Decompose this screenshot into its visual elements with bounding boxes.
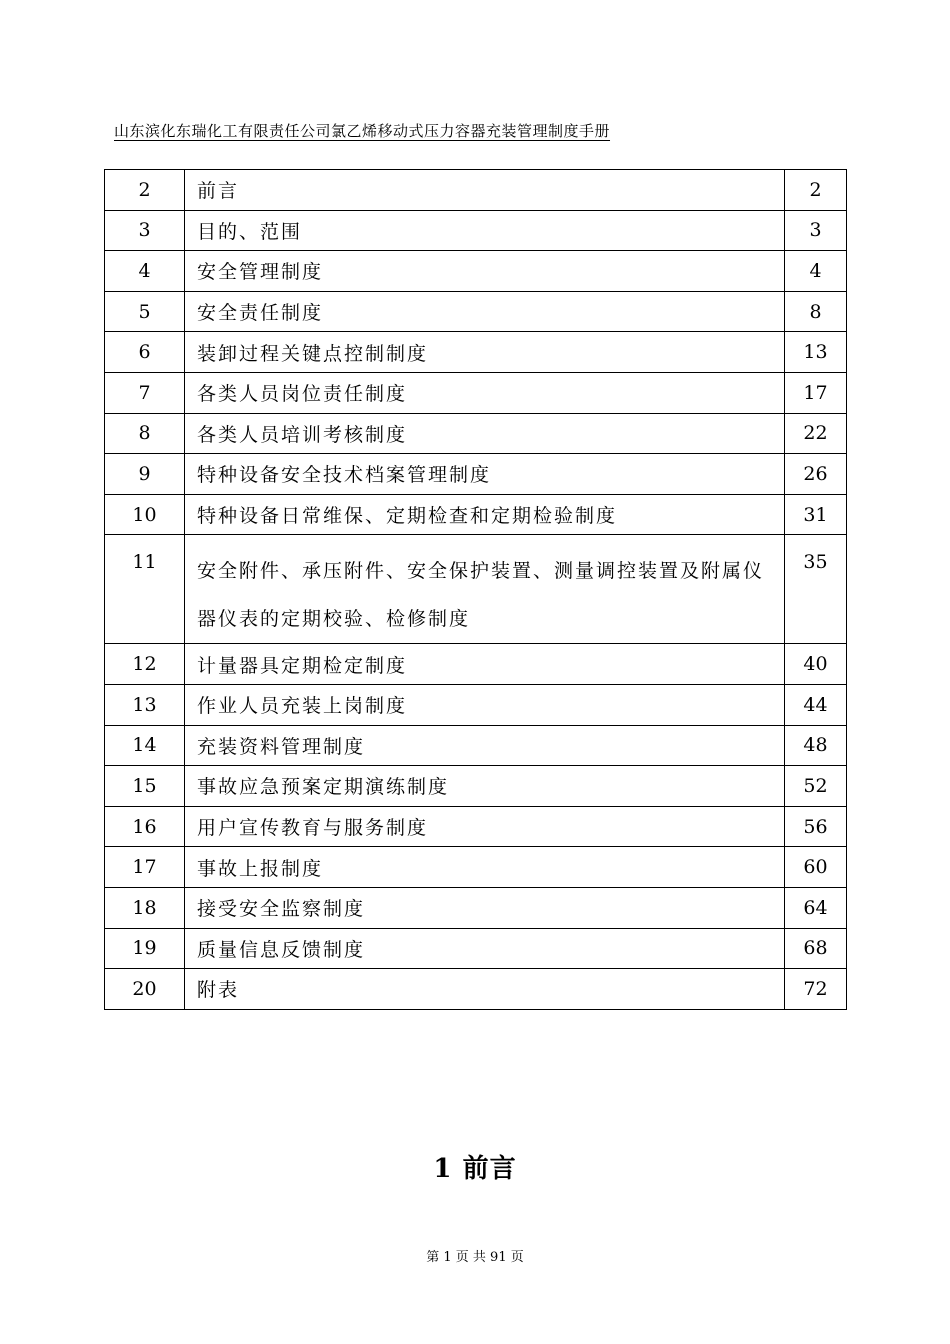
toc-title: 安全附件、承压附件、安全保护装置、测量调控装置及附属仪器仪表的定期校验、检修制度: [185, 535, 785, 644]
toc-row: [105, 644, 847, 685]
toc-title: 各类人员岗位责任制度: [185, 372, 785, 413]
toc-title: 充装资料管理制度: [185, 725, 785, 766]
toc-title: 前言: [185, 170, 785, 211]
toc-number: 10: [105, 494, 185, 535]
toc-title: 作业人员充装上岗制度: [185, 684, 785, 725]
toc-page: 31: [785, 494, 847, 535]
toc-title: 安全管理制度: [185, 251, 785, 292]
toc-number: 11: [105, 535, 185, 644]
toc-row: [105, 210, 847, 251]
toc-number: 19: [105, 928, 185, 969]
toc-title: 事故应急预案定期演练制度: [185, 766, 785, 807]
toc-title: 接受安全监察制度: [185, 887, 785, 928]
toc-title: 安全责任制度: [185, 291, 785, 332]
toc-page: 40: [785, 644, 847, 685]
page-footer: 第 1 页 共 91 页: [426, 1250, 524, 1265]
toc-page: 17: [785, 372, 847, 413]
toc-number: 15: [105, 766, 185, 807]
toc-row: [105, 372, 847, 413]
toc-title: 特种设备日常维保、定期检查和定期检验制度: [185, 494, 785, 535]
toc-row: [105, 928, 847, 969]
toc-row: [105, 291, 847, 332]
toc-number: 12: [105, 644, 185, 685]
toc-page: 13: [785, 332, 847, 373]
toc-title: 装卸过程关键点控制制度: [185, 332, 785, 373]
toc-title: 计量器具定期检定制度: [185, 644, 785, 685]
toc-number: 3: [105, 210, 185, 251]
toc-page: 72: [785, 969, 847, 1010]
toc-title: 附表: [185, 969, 785, 1010]
toc-page: 60: [785, 847, 847, 888]
toc-number: 8: [105, 413, 185, 454]
toc-row: [105, 454, 847, 495]
toc-title: 事故上报制度: [185, 847, 785, 888]
toc-title: 目的、范围: [185, 210, 785, 251]
toc-number: 5: [105, 291, 185, 332]
toc-page: 4: [785, 251, 847, 292]
toc-number: 13: [105, 684, 185, 725]
toc-page: 56: [785, 806, 847, 847]
toc-page: 48: [785, 725, 847, 766]
toc-page: 64: [785, 887, 847, 928]
toc-page: 35: [785, 535, 847, 644]
toc-number: 17: [105, 847, 185, 888]
toc-page: 2: [785, 170, 847, 211]
table-of-contents: [104, 169, 847, 1010]
toc-title: 用户宣传教育与服务制度: [185, 806, 785, 847]
toc-page: 26: [785, 454, 847, 495]
toc-number: 2: [105, 170, 185, 211]
toc-number: 4: [105, 251, 185, 292]
toc-page: 8: [785, 291, 847, 332]
toc-number: 9: [105, 454, 185, 495]
toc-title: 特种设备安全技术档案管理制度: [185, 454, 785, 495]
toc-row: [105, 806, 847, 847]
toc-row: [105, 847, 847, 888]
toc-row: [105, 332, 847, 373]
toc-page: 68: [785, 928, 847, 969]
toc-number: 20: [105, 969, 185, 1010]
toc-row: [105, 684, 847, 725]
toc-row: [105, 535, 847, 644]
toc-number: 16: [105, 806, 185, 847]
toc-number: 14: [105, 725, 185, 766]
toc-page: 52: [785, 766, 847, 807]
section-heading: 1 前言: [433, 1154, 517, 1184]
toc-number: 6: [105, 332, 185, 373]
toc-number: 7: [105, 372, 185, 413]
toc-row: [105, 969, 847, 1010]
toc-page: 3: [785, 210, 847, 251]
toc-row: [105, 887, 847, 928]
toc-title: 质量信息反馈制度: [185, 928, 785, 969]
toc-row: [105, 251, 847, 292]
document-header: 山东滨化东瑞化工有限责任公司氯乙烯移动式压力容器充装管理制度手册: [114, 122, 611, 140]
toc-page: 44: [785, 684, 847, 725]
toc-row: [105, 766, 847, 807]
toc-row: [105, 413, 847, 454]
toc-page: 22: [785, 413, 847, 454]
toc-row: [105, 170, 847, 211]
toc-row: [105, 725, 847, 766]
toc-number: 18: [105, 887, 185, 928]
toc-title: 各类人员培训考核制度: [185, 413, 785, 454]
toc-row: [105, 494, 847, 535]
